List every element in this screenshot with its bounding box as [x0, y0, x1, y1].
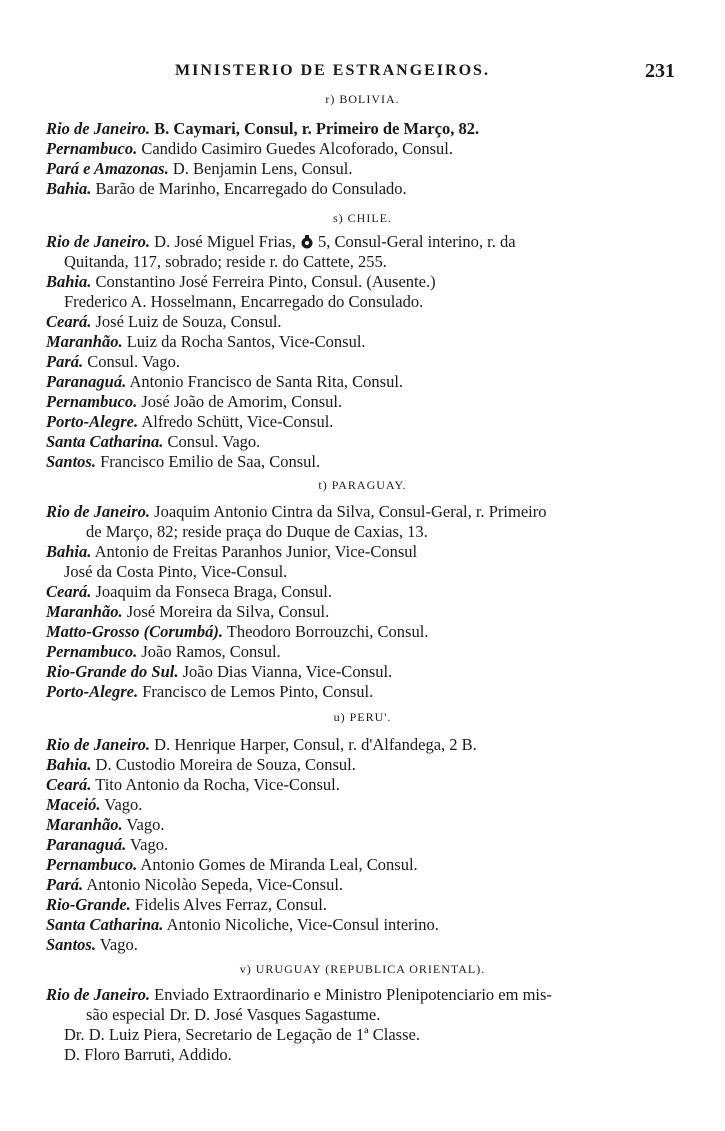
entry-line [46, 815, 164, 835]
place-name: Porto-Alegre. [46, 412, 139, 431]
page-number: 231 [645, 60, 675, 82]
entry-line [46, 312, 282, 332]
entry-text: Vago. [95, 935, 138, 954]
entry-text: B. Caymari, Consul, r. Primeiro de Março, 82. [150, 119, 480, 138]
place-name: Ceará. [46, 582, 92, 601]
place-name: Pará e Amazonas. [46, 159, 169, 178]
entry-text: Antonio Nicolào Sepeda, Vice-Consul. [83, 875, 344, 894]
place-name: Maranhão. [46, 815, 123, 834]
place-name: Rio de Janeiro. [46, 232, 151, 251]
place-name: Rio-Grande do Sul. [46, 662, 179, 681]
place-name: Santos. [46, 452, 96, 471]
entry-text: Joaquim da Fonseca Braga, Consul. [91, 582, 332, 601]
entry-text: Antonio de Freitas Paranhos Junior, Vice-Consul [91, 542, 418, 561]
entry-line [46, 502, 546, 522]
entry-line [46, 875, 343, 895]
entry-text: são especial Dr. D. José Vasques Sagastume. [86, 1005, 381, 1024]
entry-line [64, 1045, 232, 1065]
section-heading-paraguay: t) PARAGUAY. [318, 478, 407, 492]
place-name: Rio-Grande. [46, 895, 131, 914]
entry-text: Antonio Francisco de Santa Rita, Consul. [126, 372, 404, 391]
entry-text: D. Custodio Moreira de Souza, Consul. [91, 755, 356, 774]
entry-line [46, 642, 281, 662]
place-name: Santa Catharina. [46, 915, 164, 934]
entry-line [46, 332, 366, 352]
entry-line [46, 662, 392, 682]
entry-line [46, 795, 142, 815]
entry-line [46, 432, 260, 452]
entry-line [46, 735, 477, 755]
entry-text: Consul. Vago. [163, 432, 261, 451]
place-name: Paranaguá. [46, 835, 127, 854]
entry-line [64, 252, 387, 272]
entry-line [46, 682, 373, 702]
entry-text: Luiz da Rocha Santos, Vice-Consul. [122, 332, 366, 351]
entry-text: José Moreira da Silva, Consul. [122, 602, 330, 621]
entry-text: de Março, 82; reside praça do Duque de Caxias, 13. [86, 522, 428, 541]
entry-line [46, 272, 436, 292]
entry-text: Frederico A. Hosselmann, Encarregado do Consulado. [64, 292, 424, 311]
entry-text: Francisco de Lemos Pinto, Consul. [138, 682, 374, 701]
entry-line [46, 915, 439, 935]
place-name: Rio de Janeiro. [46, 119, 151, 138]
entry-text: Antonio Nicoliche, Vice-Consul interino. [163, 915, 439, 934]
place-name: Bahia. [46, 272, 92, 291]
entry-line [46, 352, 180, 372]
place-name: Pernambuco. [46, 392, 138, 411]
entry-line [46, 392, 342, 412]
entry-text: Vago. [126, 835, 169, 854]
entry-line [64, 1025, 420, 1045]
entry-line [64, 562, 287, 582]
place-name: Paranaguá. [46, 372, 127, 391]
place-name: Pernambuco. [46, 855, 138, 874]
consular-seal-icon [300, 235, 314, 249]
section-heading-bolivia: r) BOLIVIA. [325, 92, 400, 106]
entry-line [46, 775, 340, 795]
entry-text: 5, Consul-Geral interino, r. da [313, 232, 516, 251]
entry-text: Fidelis Alves Ferraz, Consul. [130, 895, 327, 914]
place-name: Santos. [46, 935, 96, 954]
place-name: Porto-Alegre. [46, 682, 139, 701]
entry-line [46, 452, 320, 472]
place-name: Matto-Grosso (Corumbá). [46, 622, 223, 641]
entry-text: Vago. [122, 815, 165, 834]
place-name: Pernambuco. [46, 642, 138, 661]
entry-line [86, 522, 428, 542]
entry-line [46, 179, 407, 199]
place-name: Rio de Janeiro. [46, 735, 151, 754]
entry-text: Candido Casimiro Guedes Alcoforado, Consul. [137, 139, 453, 158]
place-name: Pará. [46, 875, 84, 894]
entry-line [86, 1005, 380, 1025]
entry-line [46, 232, 516, 252]
entry-line [46, 835, 168, 855]
entry-text: D. Henrique Harper, Consul, r. d'Alfandega, 2 B. [150, 735, 477, 754]
entry-line [46, 412, 333, 432]
place-name: Bahia. [46, 179, 92, 198]
entry-text: Tito Antonio da Rocha, Vice-Consul. [91, 775, 340, 794]
place-name: Bahia. [46, 755, 92, 774]
entry-text: Consul. Vago. [83, 352, 180, 371]
entry-text: José João de Amorim, Consul. [137, 392, 343, 411]
entry-line [46, 622, 428, 642]
entry-text: Vago. [100, 795, 143, 814]
entry-text: João Dias Vianna, Vice-Consul. [178, 662, 393, 681]
entry-text: Dr. D. Luiz Piera, Secretario de Legação de 1ª Classe. [64, 1025, 420, 1044]
entry-line [46, 985, 552, 1005]
place-name: Bahia. [46, 542, 92, 561]
entry-text: Francisco Emilio de Saa, Consul. [95, 452, 321, 471]
place-name: Maceió. [46, 795, 101, 814]
entry-text: Joaquim Antonio Cintra da Silva, Consul-Geral, r. Primeiro [150, 502, 547, 521]
section-heading-chile: s) CHILE. [333, 211, 392, 225]
entry-text: Antonio Gomes de Miranda Leal, Consul. [137, 855, 418, 874]
entry-line [46, 159, 352, 179]
entry-text: D. José Miguel Frias, [150, 232, 300, 251]
place-name: Santa Catharina. [46, 432, 164, 451]
place-name: Rio de Janeiro. [46, 502, 151, 521]
entry-line [46, 372, 403, 392]
entry-text: José da Costa Pinto, Vice-Consul. [64, 562, 288, 581]
section-heading-peru: u) PERU'. [333, 710, 392, 724]
entry-text: Barão de Marinho, Encarregado do Consulado. [91, 179, 407, 198]
entry-line [64, 292, 423, 312]
entry-text: Constantino José Ferreira Pinto, Consul. (Ausente.) [91, 272, 436, 291]
place-name: Pará. [46, 352, 84, 371]
place-name: Maranhão. [46, 332, 123, 351]
entry-text: José Luiz de Souza, Consul. [91, 312, 282, 331]
section-heading-uruguay: v) URUGUAY (REPUBLICA ORIENTAL). [239, 962, 486, 976]
entry-line [46, 139, 453, 159]
entry-text: D. Floro Barruti, Addido. [64, 1045, 232, 1064]
entry-line [46, 542, 417, 562]
place-name: Ceará. [46, 312, 92, 331]
entry-line [46, 755, 356, 775]
entry-text: D. Benjamin Lens, Consul. [168, 159, 353, 178]
entry-line [46, 582, 332, 602]
entry-text: Quitanda, 117, sobrado; reside r. do Cattete, 255. [64, 252, 387, 271]
place-name: Rio de Janeiro. [46, 985, 151, 1004]
entry-line [46, 119, 479, 139]
entry-text: João Ramos, Consul. [137, 642, 281, 661]
entry-line [46, 602, 329, 622]
entry-text: Enviado Extraordinario e Ministro Plenipotenciario em mis- [150, 985, 552, 1004]
place-name: Ceará. [46, 775, 92, 794]
entry-text: Alfredo Schütt, Vice-Consul. [138, 412, 334, 431]
place-name: Pernambuco. [46, 139, 138, 158]
running-header: MINISTERIO DE ESTRANGEIROS. [175, 62, 490, 79]
entry-text: Theodoro Borrouzchi, Consul. [222, 622, 429, 641]
entry-line [46, 855, 418, 875]
entry-line [46, 935, 138, 955]
entry-line [46, 895, 327, 915]
place-name: Maranhão. [46, 602, 123, 621]
